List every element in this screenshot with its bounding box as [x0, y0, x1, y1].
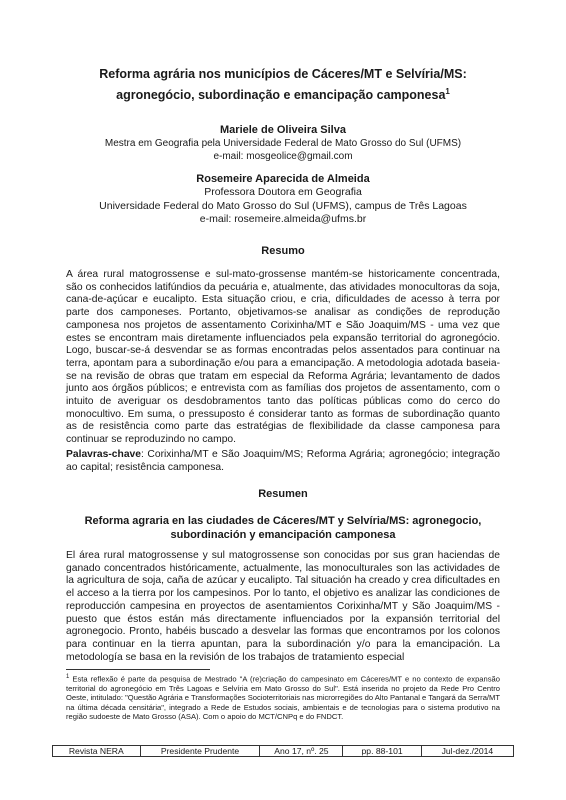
- keywords-text: : Corixinha/MT e São Joaquim/MS; Reforma Agrária; agronegócio; integração ao capital; resistência camponesa.: [66, 449, 500, 473]
- title-footnote-mark[interactable]: 1: [445, 87, 450, 96]
- resumo-paragraph: A área rural matogrossense e sul-mato-grossense mantém-se historicamente concentrada, são os conhecidos latifúndios da pecuária e, atualmente, das atividades monocultoras da soja, cana-de-açúcar e eucalipto. Esta situação criou, e cria, dificuldades de acesso à terra por parte dos camponeses. Portanto, objetivamos-se analisar as condições de reprodução camponesa nos projetos de assentamento Corixinha/MT e São Joaquim/MS - uma vez que estes se encontram mais diretamente influenciados pela expansão territorial do agronegócio. Logo, buscar-se-á desvendar se as formas encontradas pelos assentados para continuar na terra, apontam para a subordinação e/ou para a emancipação. A metodologia adotada baseia-se na revisão de obras que tratam em especial da Reforma Agrária; levantamento de dados junto aos órgãos públicos; e entrevista com as famílias dos projetos de assentamento, com o intuito de averiguar os desdobramentos tanto das políticas públicas como do cerco do monocultivo. Em suma, o pressuposto é considerar tanto as formas de subordinação quanto as de resistência como parte das estratégias de flexibilidade da classe camponesa para continuar se reproduzindo no campo.: [66, 269, 500, 446]
- author-1-affiliation: Mestra em Geografia pela Universidade Federal de Mato Grosso do Sul (UFMS): [104, 138, 462, 149]
- resumen-title-line-2: subordinación y emancipación camponesa: [170, 529, 396, 541]
- journal-footer: [52, 745, 514, 757]
- title-line-2: agronegócio, subordinação e emancipação camponesa: [116, 88, 446, 103]
- author-block-2: [40, 172, 526, 227]
- author-2-email: e-mail: rosemeire.almeida@ufms.br: [199, 213, 367, 225]
- keywords-paragraph: [66, 449, 500, 474]
- author-2-name: Rosemeire Aparecida de Almeida: [196, 173, 370, 185]
- author-1-email: e-mail: mosgeolice@gmail.com: [213, 151, 353, 162]
- footnote: [66, 673, 500, 722]
- resumen-title-line-1: Reforma agraria en las ciudades de Cáceres/MT y Selvíria/MS: agronegocio,: [84, 515, 482, 527]
- resumen-paragraph: El área rural matogrossense y sul matogrossense son conocidas por sus gran haciendas de ganado concentrados históricamente, actualmente, las monoculturales son las actividades de la agricultura de soja, caña de azúcar y eucalipto. Tal situación ha creado y crea dificultades en el acceso a la tierra por los campesinos. Por lo tanto, el objetivo es analizar las condiciones de reproducción campesina en proyectos de asentamientos Corixinha/MT y São Joaquim/MS - puesto que éstos están más directamente influenciados por la expansión territorial del agronegocio. Pronto, habéis buscado a desvelar las formas que encontramos por los colonos para continuar en la tierra apuntan, para la subordinación y/o para la emancipación. La metodología se basa en la revisión de los trabajos de tratamiento especial: [66, 550, 500, 663]
- author-1-name: Mariele de Oliveira Silva: [220, 124, 346, 136]
- footer-pages: pp. 88-101: [343, 746, 421, 757]
- resumen-title: [40, 514, 526, 542]
- footnote-mark: 1: [66, 674, 70, 680]
- footer-volume: Ano 17, nº. 25: [260, 746, 343, 757]
- author-2-role: Professora Doutora em Geografia: [204, 186, 362, 198]
- author-block-1: [40, 123, 526, 163]
- footer-city: Presidente Prudente: [140, 746, 260, 757]
- paper-title: [40, 66, 526, 104]
- author-2-affiliation: Universidade Federal do Mato Grosso do Sul (UFMS), campus de Três Lagoas: [99, 199, 467, 212]
- footnote-text: Esta reflexão é parte da pesquisa de Mestrado "A (re)criação do campesinato em Cáceres/MT e no contexto de expansão territorial do agronegócio em Três Lagoas e Selvíria em Mato Grosso do Sul". Está inserida no projeto da Rede Pro Centro Oeste, intitulado: "Questão Agrária e Transformações Socioterritoriais nas microrregiões do Alto Pantanal e Tangará da Serra/MT na última década censitária", integrado a Rede de Estudos sociais, ambientais e de tecnologias para o sistema produtivo na região sudoeste de Mato Grosso (ASA). Com o apoio do MCT/CNPq e do FNDCT.: [66, 674, 500, 722]
- footer-journal: Revista NERA: [53, 746, 141, 757]
- keywords-label: Palavras-chave: [66, 449, 141, 460]
- footnote-divider: [66, 669, 210, 670]
- footer-date: Jul-dez./2014: [421, 746, 513, 757]
- title-line-1: Reforma agrária nos municípios de Cáceres/MT e Selvíria/MS:: [99, 67, 467, 81]
- resumo-heading: Resumo: [261, 245, 305, 257]
- resumen-heading: Resumen: [258, 488, 308, 500]
